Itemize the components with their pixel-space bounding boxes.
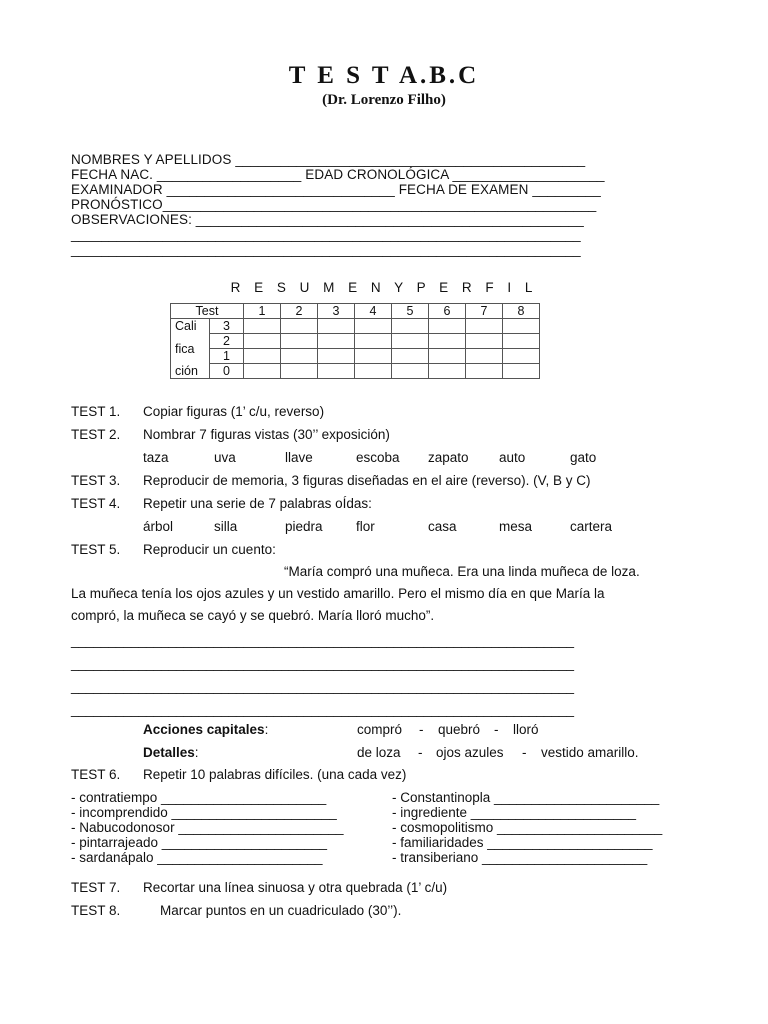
field-pronostico: PRONÓSTICO_________________________________________________________ [71,197,597,212]
detalles-values: de loza - ojos azules - vestido amarillo. [357,745,639,760]
blank-line: ___________________________________________________________________ [71,656,575,671]
word: piedra [285,519,323,534]
word-list-right: - transiberiano ______________________ [392,850,648,865]
test-4-text: Repetir una serie de 7 palabras oÍdas: [143,496,372,511]
section-heading-resumen: R E S U M E N Y P E R F I L [230,280,538,295]
word-list-right: - cosmopolitismo ______________________ [392,820,663,835]
score-label: Cali [171,319,210,334]
blank-line: ___________________________________________________________________ [71,702,575,717]
field-fecha-nac: FECHA NAC. ___________________ EDAD CRONOLÓGICA ____________________ [71,167,605,182]
word: taza [143,450,169,465]
story-line: compró, la muñeca se cayó y se quebró. María lloró mucho”. [71,608,435,623]
test-7-label: TEST 7. [71,880,121,895]
word-list-left: - Nabucodonosor ______________________ [71,820,344,835]
field-observaciones: OBSERVACIONES: ___________________________________________________ [71,212,584,227]
story-line: “María compró una muñeca. Era una linda muñeca de loza. [284,564,640,579]
word-list-left: - pintarrajeado ______________________ [71,835,327,850]
blank-line: ___________________________________________________________________ [71,679,575,694]
test-8-label: TEST 8. [71,903,121,918]
detalles-label: Detalles: [143,745,199,760]
document-title: T E S T A.B.C [288,62,480,89]
blank-line: ___________________________________________________________________ [71,242,581,257]
score-value: 1 [210,349,244,364]
test-6-label: TEST 6. [71,767,121,782]
word: silla [214,519,238,534]
blank-line: ___________________________________________________________________ [71,227,581,242]
test-3-label: TEST 3. [71,473,121,488]
test-4-word-row [0,519,768,537]
test-8-text: Marcar puntos en un cuadriculado (30’’). [160,903,402,918]
blank-line: ___________________________________________________________________ [71,633,575,648]
test-2-text: Nombrar 7 figuras vistas (30’’ exposición) [143,427,390,442]
word: árbol [143,519,174,534]
word: flor [356,519,375,534]
test-3-text: Reproducir de memoria, 3 figuras diseñadas en el aire (reverso). (V, B y C) [143,473,591,488]
score-value: 2 [210,334,244,349]
story-line: La muñeca tenía los ojos azules y un vestido amarillo. Pero el mismo día en que María la [71,586,605,601]
table-col-header: 2 [281,304,318,319]
score-value: 3 [210,319,244,334]
table-col-header: 6 [429,304,466,319]
acciones-label: Acciones capitales: [143,722,269,737]
word: llave [285,450,313,465]
word: uva [214,450,236,465]
profile-table [170,303,540,379]
test-4-label: TEST 4. [71,496,121,511]
score-value: 0 [210,364,244,379]
acciones-values: compró - quebró - lloró [357,722,539,737]
table-col-header: 1 [244,304,281,319]
table-col-header: 8 [503,304,540,319]
word-list-left: - incomprendido ______________________ [71,805,337,820]
field-examinador: EXAMINADOR ______________________________ FECHA DE EXAMEN _________ [71,182,601,197]
word: zapato [428,450,469,465]
word: gato [570,450,597,465]
word: casa [428,519,457,534]
table-col-header: 4 [355,304,392,319]
word-list-left: - sardanápalo ______________________ [71,850,323,865]
table-col-header: 7 [466,304,503,319]
word: mesa [499,519,533,534]
word-list-left: - contratiempo ______________________ [71,790,327,805]
test-1-text: Copiar figuras (1’ c/u, reverso) [143,404,325,419]
table-header-test: Test [171,304,244,319]
test-5-label: TEST 5. [71,542,121,557]
word: cartera [570,519,613,534]
test-6-text: Repetir 10 palabras difíciles. (una cada vez) [143,767,407,782]
table-col-header: 5 [392,304,429,319]
test-2-word-row [0,450,768,468]
table-col-header: 3 [318,304,355,319]
word: escoba [356,450,400,465]
test-1-label: TEST 1. [71,404,121,419]
score-label: ción [171,364,210,379]
word: auto [499,450,526,465]
word-list-right: - Constantinopla ______________________ [392,790,660,805]
test-7-text: Recortar una línea sinuosa y otra quebrada (1’ c/u) [143,880,448,895]
document-subtitle: (Dr. Lorenzo Filho) [322,92,446,108]
word-list-right: - familiaridades ______________________ [392,835,653,850]
test-2-label: TEST 2. [71,427,121,442]
score-label: fica [171,334,210,364]
word-list-right: - ingrediente ______________________ [392,805,636,820]
test-5-text: Reproducir un cuento: [143,542,276,557]
field-nombres: NOMBRES Y APELLIDOS ______________________________________________ [71,152,586,167]
